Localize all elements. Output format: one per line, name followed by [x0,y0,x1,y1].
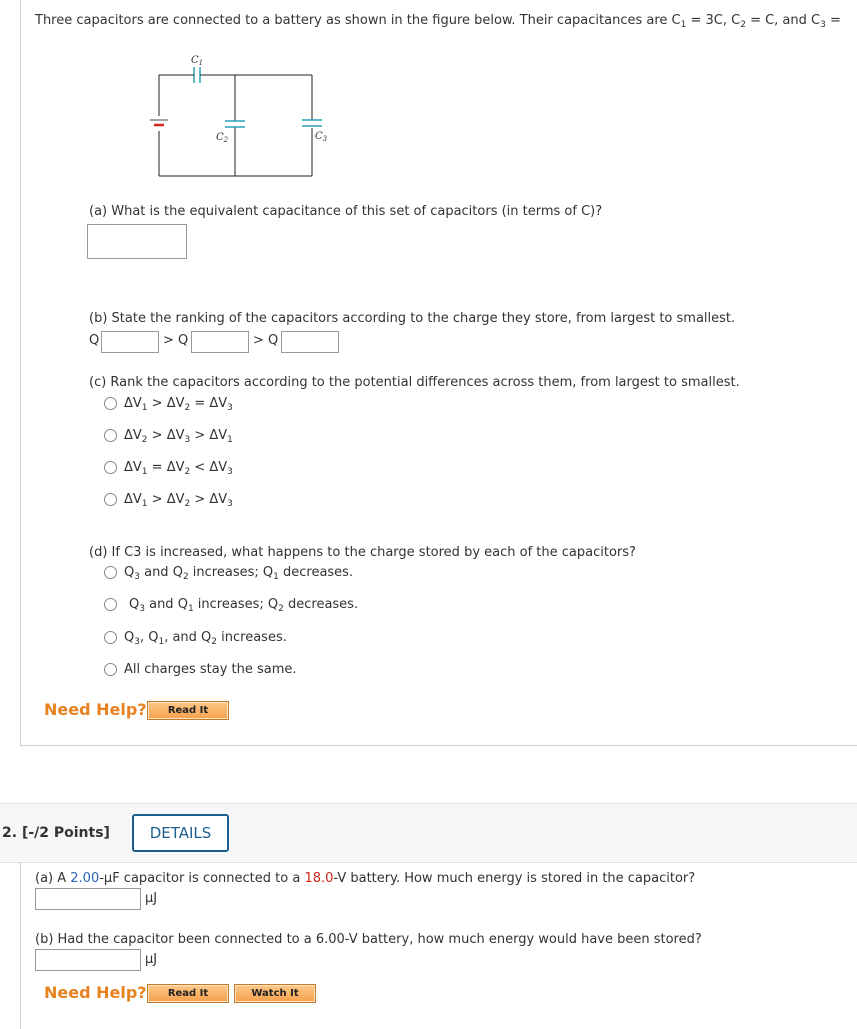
read-it-button[interactable]: Read It [147,701,229,720]
question-2-panel-border [20,862,21,1029]
q2-part-b-question: (b) Had the capacitor been connected to a 6.00-V battery, how much energy would have been stored? [35,932,702,947]
part-d-option-1-label: $Q_3$ and $Q_2$ increases; $Q_1$ decreases. [124,565,354,582]
charge-rank-1-input[interactable] [101,331,159,353]
question-2-number: 2. [-/2 Points] [2,825,110,841]
part-c-option-1-radio[interactable] [104,397,117,410]
energy-b-unit: µJ [145,952,158,967]
charge-rank-2-input[interactable] [191,331,249,353]
part-d-option-4-label: All charges stay the same. [124,662,297,677]
part-b-question: (b) State the ranking of the capacitors according to the charge they store, from largest to smallest. [89,311,736,326]
details-button[interactable]: DETAILS [132,814,229,852]
voltage-value: 18.0 [304,871,334,886]
part-d-option-2-radio[interactable] [104,598,117,611]
part-c-option-2-label: $\Delta V_2 > \Delta V_3 > \Delta V_1$ [124,428,233,445]
watch-it-button[interactable]: Watch It [234,984,316,1003]
need-help-label: Need Help? [44,700,147,719]
part-c-option-1-label: $\Delta V_1 > \Delta V_2 = \Delta V_3$ [124,396,233,413]
charge-q-label-3: > Q [253,333,279,348]
part-c-option-4-radio[interactable] [104,493,117,506]
part-d-option-3-label: $Q_3$, $Q_1$, and $Q_2$ increases. [124,630,287,647]
energy-a-input[interactable] [35,888,141,910]
part-c-option-3-label: $\Delta V_1 = \Delta V_2 < \Delta V_3$ [124,460,233,477]
energy-b-input[interactable] [35,949,141,971]
need-help-label-2: Need Help? [44,983,147,1002]
part-c-option-2-radio[interactable] [104,429,117,442]
c1-label: $C_1$ [191,55,204,67]
capacitance-value: 2.00 [70,871,100,886]
charge-q-label-1: Q [89,333,100,348]
part-d-option-1-radio[interactable] [104,566,117,579]
question-2-header [0,803,857,863]
capacitor-c3-symbol [302,120,322,126]
part-d-option-4-radio[interactable] [104,663,117,676]
charge-rank-3-input[interactable] [281,331,339,353]
part-c-option-3-radio[interactable] [104,461,117,474]
q2-part-a-question: (a) A 2.00-µF capacitor is connected to a 18.0-V battery. How much energy is stored in the capacitor? [35,871,696,886]
question-1-intro: Three capacitors are connected to a battery as shown in the figure below. Their capacitances are $C_1 = 3C$, $C_2 = C$, and $C_3$ = [35,13,841,30]
capacitor-c2-symbol [225,121,245,127]
c2-label: $C_2$ [216,132,229,144]
energy-a-unit: µJ [145,891,158,906]
equivalent-capacitance-input[interactable] [87,224,187,259]
battery-symbol [150,120,168,125]
part-d-option-2-label: $Q_3$ and $Q_1$ increases; $Q_2$ decreases. [129,597,359,614]
part-a-question: (a) What is the equivalent capacitance of this set of capacitors (in terms of C)? [89,204,603,219]
part-d-question: (d) If C3 is increased, what happens to the charge stored by each of the capacitors? [89,545,636,560]
part-c-question: (c) Rank the capacitors according to the potential differences across them, from largest to smallest. [89,375,740,390]
c3-label: $C_3$ [315,131,328,143]
read-it-button-2[interactable]: Read It [147,984,229,1003]
capacitor-c1-symbol [191,67,203,83]
charge-q-label-2: > Q [163,333,189,348]
part-c-option-4-label: $\Delta V_1 > \Delta V_2 > \Delta V_3$ [124,492,233,509]
circuit-diagram [140,50,330,180]
part-d-option-3-radio[interactable] [104,631,117,644]
